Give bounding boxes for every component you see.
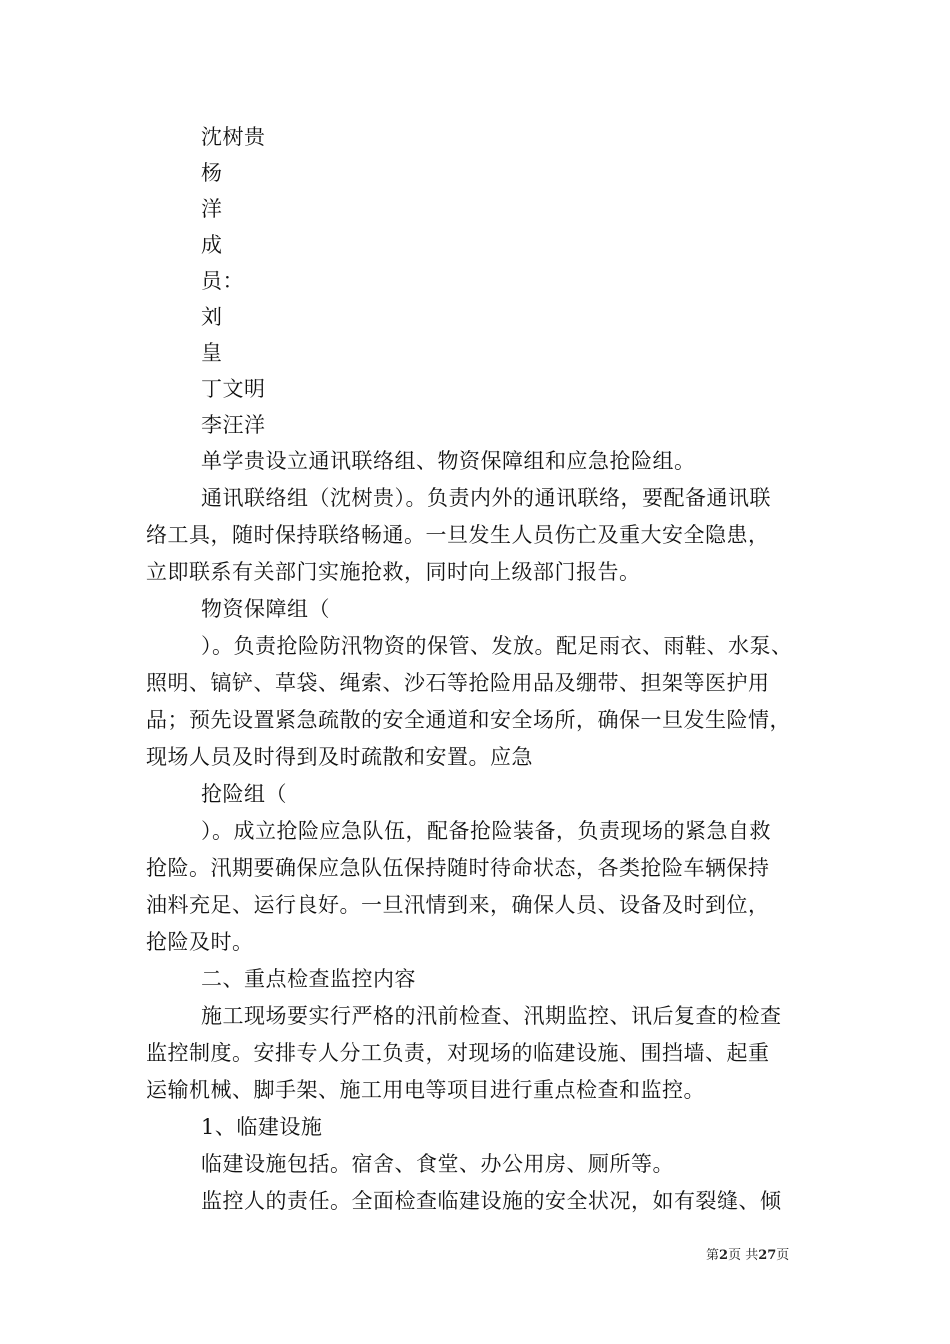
text-line: 皇	[201, 341, 223, 365]
paragraph-line: 照明、镐铲、草袋、绳索、沙石等抢险用品及绷带、担架等医护用	[146, 671, 770, 695]
text-line: 沈树贵	[201, 125, 266, 149]
footer-middle: 页 共	[728, 1248, 759, 1263]
paragraph-line: 运输机械、脚手架、施工用电等项目进行重点检查和监控。	[146, 1078, 705, 1102]
paragraph-line: 临建设施包括。宿舍、食堂、办公用房、厕所等。	[201, 1152, 674, 1176]
paragraph-line: 抢险组（	[201, 782, 287, 806]
text-line: 单学贵设立通讯联络组、物资保障组和应急抢险组。	[201, 449, 696, 473]
paragraph-line: 立即联系有关部门实施抢救，同时向上级部门报告。	[146, 560, 641, 584]
paragraph-line: ）。成立抢险应急队伍，配备抢险装备，负责现场的紧急自救	[201, 819, 771, 843]
paragraph-line: 抢险及时。	[146, 930, 254, 954]
text-line: 员：	[201, 269, 244, 293]
text-line: 丁文明	[201, 377, 266, 401]
paragraph-line: 通讯联络组（沈树贵）。负责内外的通讯联络，要配备通讯联	[201, 486, 771, 510]
paragraph-line: 品；预先设置紧急疏散的安全通道和安全场所，确保一旦发生险情，	[146, 708, 791, 732]
footer-prefix: 第	[706, 1248, 720, 1263]
text-line: 杨	[201, 161, 223, 185]
subsection-heading: 1、临建设施	[201, 1115, 323, 1139]
paragraph-line: 施工现场要实行严格的汛前检查、汛期监控、讯后复查的检查	[201, 1004, 782, 1028]
text-line: 刘	[201, 305, 223, 329]
total-pages: 27	[758, 1248, 777, 1263]
page-number: 2	[719, 1248, 729, 1263]
paragraph-line: 物资保障组（	[201, 597, 330, 621]
footer-suffix: 页	[776, 1248, 790, 1263]
paragraph-line: 现场人员及时得到及时疏散和安置。应急	[146, 745, 533, 769]
paragraph-line: ）。负责抢险防汛物资的保管、发放。配足雨衣、雨鞋、水泵、	[201, 634, 793, 658]
paragraph-line: 监控制度。安排专人分工负责，对现场的临建设施、围挡墙、起重	[146, 1041, 770, 1065]
page-footer	[706, 1247, 789, 1265]
paragraph-line: 监控人的责任。全面检查临建设施的安全状况，如有裂缝、倾	[201, 1189, 782, 1213]
text-line: 成	[201, 233, 223, 257]
paragraph-line: 油料充足、运行良好。一旦汛情到来，确保人员、设备及时到位，	[146, 893, 770, 917]
text-line: 李汪洋	[201, 413, 266, 437]
paragraph-line: 抢险。汛期要确保应急队伍保持随时待命状态，各类抢险车辆保持	[146, 856, 770, 880]
paragraph-line: 络工具，随时保持联络畅通。一旦发生人员伤亡及重大安全隐患，	[146, 523, 770, 547]
section-heading: 二、重点检查监控内容	[201, 967, 416, 991]
text-line: 洋	[201, 197, 223, 221]
